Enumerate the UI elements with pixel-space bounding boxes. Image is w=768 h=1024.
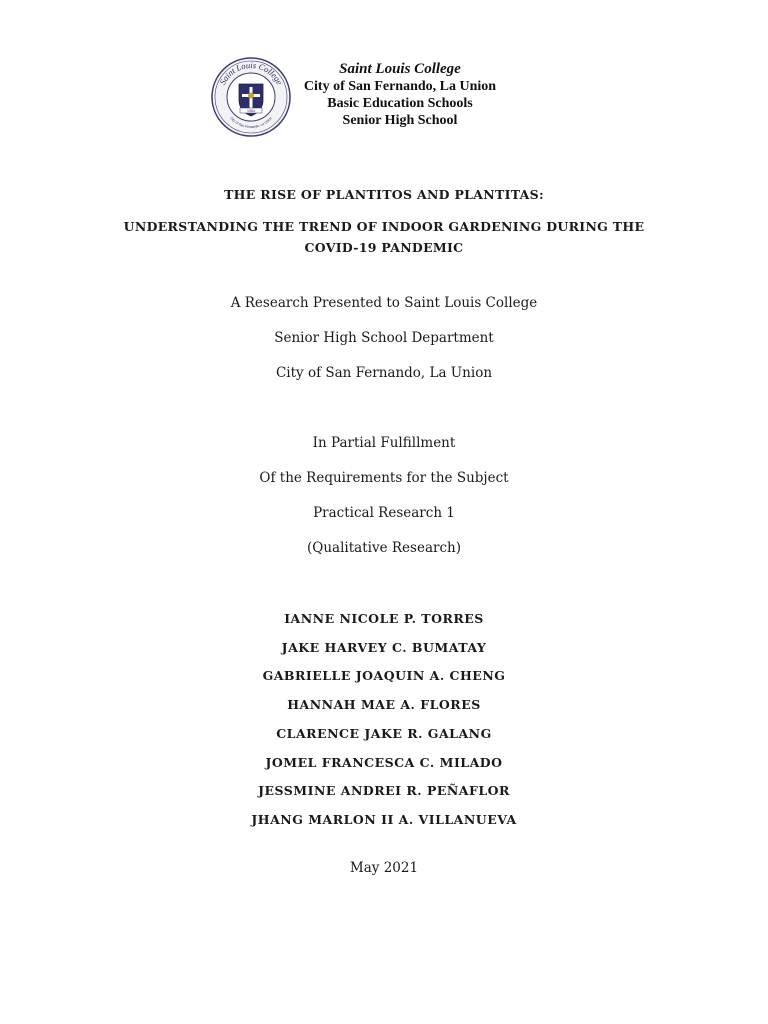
author-name: HANNAH MAE A. FLORES — [287, 697, 481, 712]
fulfillment-line-4: (Qualitative Research) — [307, 540, 461, 556]
school-department: Basic Education Schools — [327, 96, 473, 111]
author-name: IANNE NICOLE P. TORRES — [284, 611, 484, 626]
school-seal-logo — [210, 56, 292, 138]
svg-text:City of San Fernando, La Union: City of San Fernando, La Union — [229, 116, 273, 130]
presented-line-3: City of San Fernando, La Union — [275, 365, 493, 381]
author-name: JAKE HARVEY C. BUMATAY — [281, 640, 487, 655]
presented-line-1: A Research Presented to Saint Louis College — [230, 295, 538, 311]
document-header — [0, 0, 768, 150]
school-level: Senior High School — [342, 113, 458, 128]
svg-text:1964: 1964 — [247, 109, 255, 113]
author-name: JESSMINE ANDREI R. PEÑAFLOR — [258, 783, 510, 798]
fulfillment-line-2: Of the Requirements for the Subject — [259, 470, 509, 486]
school-location: City of San Fernando, La Union — [303, 79, 497, 94]
research-title: THE RISE OF PLANTITOS AND PLANTITAS: — [224, 187, 544, 202]
author-name: GABRIELLE JOAQUIN A. CHENG — [262, 668, 506, 683]
presented-line-2: Senior High School Department — [274, 330, 494, 346]
author-name: CLARENCE JAKE R. GALANG — [276, 726, 492, 741]
author-name: JHANG MARLON II A. VILLANUEVA — [251, 812, 517, 827]
school-name: Saint Louis College — [339, 61, 461, 77]
fulfillment-line-3: Practical Research 1 — [313, 505, 455, 521]
research-subtitle: UNDERSTANDING THE TREND OF INDOOR GARDENING DURING THE COVID-19 PANDEMIC — [123, 219, 645, 255]
submission-date: May 2021 — [349, 860, 419, 876]
svg-text:Saint Louis College: Saint Louis College — [217, 59, 285, 87]
school-info — [290, 61, 510, 129]
author-name: JOMEL FRANCESCA C. MILADO — [265, 755, 503, 770]
fulfillment-line-1: In Partial Fulfillment — [312, 435, 456, 451]
